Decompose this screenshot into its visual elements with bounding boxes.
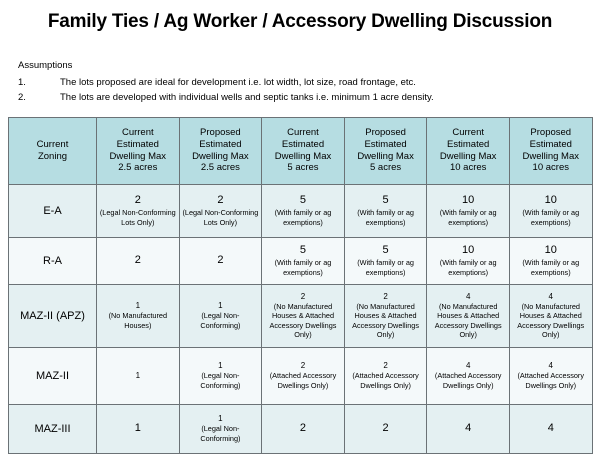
page-title: Family Ties / Ag Worker / Accessory Dwelling Discussion	[47, 11, 553, 32]
table-row	[9, 284, 593, 347]
table-cell	[262, 284, 345, 347]
cell-value: 2	[299, 421, 307, 434]
header-line: Estimated	[281, 139, 325, 151]
table-cell	[509, 347, 592, 404]
cell-value: 2	[382, 421, 389, 434]
table-cell	[427, 404, 510, 453]
column-header-current-10-acres	[427, 117, 510, 184]
header-line: Dwelling Max	[192, 150, 249, 162]
header-line: Current	[121, 127, 154, 139]
cell-note: (With family or ag exemptions)	[274, 208, 332, 227]
cell-value: 2	[134, 253, 141, 266]
table-row	[9, 404, 593, 453]
cell-value: 5	[299, 244, 307, 257]
header-line: Proposed	[200, 127, 241, 139]
header-line: Estimated	[364, 139, 407, 151]
cell-note: (With family or ag exemptions)	[439, 258, 497, 277]
cell-note: (Legal Non-Conforming)	[200, 424, 241, 443]
table-cell	[97, 347, 180, 404]
table-cell	[97, 184, 180, 237]
cell-note: (Attached Accessory Dwellings Only)	[352, 371, 419, 390]
cell-note: (No Manufactured Houses & Attached Accessory Dwellings Only)	[352, 301, 420, 339]
cell-note: (No Manufactured Houses & Attached Accessory Dwellings Only)	[269, 301, 337, 339]
cell-note: (Legal Non-Conforming Lots Only)	[182, 208, 259, 227]
table-cell	[179, 404, 262, 453]
cell-value: 2	[217, 194, 224, 207]
table-cell	[262, 347, 345, 404]
assumption-item	[18, 76, 600, 91]
cell-note: (No Manufactured Houses & Attached Accessory Dwellings Only)	[517, 301, 585, 339]
table-cell	[344, 347, 427, 404]
cell-value: 4	[547, 421, 554, 434]
assumptions-block	[18, 59, 600, 106]
table-cell	[262, 237, 345, 284]
table-cell	[427, 184, 510, 237]
cell-value: 1	[135, 301, 141, 311]
table-cell	[344, 284, 427, 347]
row-zone-label: MAZ-II (APZ)	[9, 284, 97, 347]
header-line: 5 acres	[370, 162, 402, 174]
header-line: 10 acres	[449, 162, 487, 174]
table-cell	[509, 184, 592, 237]
header-line: Estimated	[116, 139, 159, 151]
assumption-text: The lots are developed with individual wells and septic tanks i.e. minimum 1 acre density.	[60, 91, 434, 103]
column-header-proposed-5-acres	[344, 117, 427, 184]
cell-value: 4	[465, 421, 472, 434]
assumption-number: 2.	[18, 91, 26, 103]
table-cell	[427, 284, 510, 347]
cell-value: 5	[382, 194, 389, 207]
cell-value: 1	[134, 421, 141, 434]
row-zone-label: R-A	[9, 237, 97, 284]
column-header-current-zoning	[9, 117, 97, 184]
cell-note: (No Manufactured Houses)	[108, 311, 167, 330]
zoning-matrix-table	[8, 117, 593, 454]
table-cell	[179, 237, 262, 284]
header-line: Estimated	[447, 139, 490, 151]
zoning-matrix-wrapper	[8, 117, 592, 454]
cell-value: 1	[218, 361, 223, 371]
header-line: Current	[287, 127, 319, 139]
row-zone-label: MAZ-III	[9, 404, 97, 453]
cell-value: 2	[383, 361, 388, 371]
cell-value: 10	[544, 244, 557, 257]
table-cell	[97, 284, 180, 347]
cell-note: (Legal Non-Conforming Lots Only)	[99, 208, 176, 227]
cell-note: (With family or ag exemptions)	[357, 258, 414, 277]
cell-value: 5	[382, 244, 389, 257]
cell-note: (With family or ag exemptions)	[357, 208, 414, 227]
table-cell	[179, 184, 262, 237]
cell-value: 1	[218, 414, 223, 424]
cell-value: 2	[134, 194, 141, 207]
header-line: Zoning	[37, 150, 68, 162]
cell-value: 2	[300, 291, 306, 301]
assumption-text: The lots proposed are ideal for development i.e. lot width, lot size, road frontage, etc.	[60, 77, 416, 89]
header-line: 5 acres	[287, 162, 319, 174]
cell-value: 1	[135, 370, 141, 380]
column-header-proposed-10-acres	[509, 117, 592, 184]
header-line: Current	[36, 139, 69, 151]
table-cell	[427, 237, 510, 284]
table-cell	[179, 284, 262, 347]
header-line: Proposed	[530, 127, 572, 139]
header-line: Dwelling Max	[522, 150, 580, 162]
cell-value: 10	[462, 194, 475, 207]
table-body	[9, 184, 593, 453]
cell-note: (With family or ag exemptions)	[274, 258, 332, 277]
table-cell	[262, 184, 345, 237]
row-zone-label: E-A	[9, 184, 97, 237]
header-line: Dwelling Max	[274, 150, 332, 162]
table-cell	[262, 404, 345, 453]
cell-note: (With family or ag exemptions)	[522, 258, 580, 277]
table-header	[9, 117, 593, 184]
cell-note: (Attached Accessory Dwellings Only)	[434, 371, 502, 390]
header-line: Estimated	[199, 139, 242, 151]
cell-value: 4	[465, 291, 471, 301]
row-zone-label: MAZ-II	[9, 347, 97, 404]
cell-note: (With family or ag exemptions)	[439, 208, 497, 227]
column-header-proposed-2-5-acres	[179, 117, 262, 184]
cell-value: 2	[383, 291, 388, 301]
table-row	[9, 184, 593, 237]
table-cell	[344, 237, 427, 284]
header-line: 10 acres	[532, 162, 569, 174]
table-cell	[97, 237, 180, 284]
cell-value: 10	[544, 194, 557, 207]
cell-value: 2	[217, 253, 224, 266]
header-line: 2.5 acres	[118, 162, 158, 174]
cell-note: (Legal Non-Conforming)	[200, 371, 241, 390]
table-header-row	[9, 117, 593, 184]
cell-value: 1	[218, 301, 223, 311]
cell-value: 4	[548, 361, 553, 371]
cell-note: (With family or ag exemptions)	[522, 208, 580, 227]
header-line: Estimated	[529, 139, 572, 151]
cell-value: 4	[548, 291, 553, 301]
header-line: Proposed	[365, 127, 406, 139]
assumption-item	[18, 91, 600, 106]
table-cell	[509, 284, 592, 347]
table-cell	[344, 404, 427, 453]
header-line: Dwelling Max	[357, 150, 414, 162]
cell-note: (No Manufactured Houses & Attached Accessory Dwellings Only)	[434, 301, 502, 339]
table-cell	[509, 237, 592, 284]
cell-value: 10	[462, 244, 475, 257]
cell-note: (Attached Accessory Dwellings Only)	[517, 371, 585, 390]
cell-value: 4	[465, 361, 471, 371]
assumptions-heading: Assumptions	[18, 59, 73, 71]
table-cell	[179, 347, 262, 404]
table-row	[9, 237, 593, 284]
header-line: Dwelling Max	[439, 150, 497, 162]
header-line: Dwelling Max	[109, 150, 167, 162]
cell-value: 5	[299, 194, 307, 207]
header-line: 2.5 acres	[200, 162, 240, 174]
table-row	[9, 347, 593, 404]
header-line: Current	[452, 127, 485, 139]
column-header-current-2-5-acres	[97, 117, 180, 184]
table-cell	[427, 347, 510, 404]
table-cell	[509, 404, 592, 453]
assumption-number: 1.	[18, 77, 26, 89]
cell-note: (Legal Non-Conforming)	[200, 311, 241, 330]
cell-note: (Attached Accessory Dwellings Only)	[269, 371, 337, 390]
cell-value: 2	[300, 361, 306, 371]
table-cell	[97, 404, 180, 453]
column-header-current-5-acres	[262, 117, 345, 184]
table-cell	[344, 184, 427, 237]
